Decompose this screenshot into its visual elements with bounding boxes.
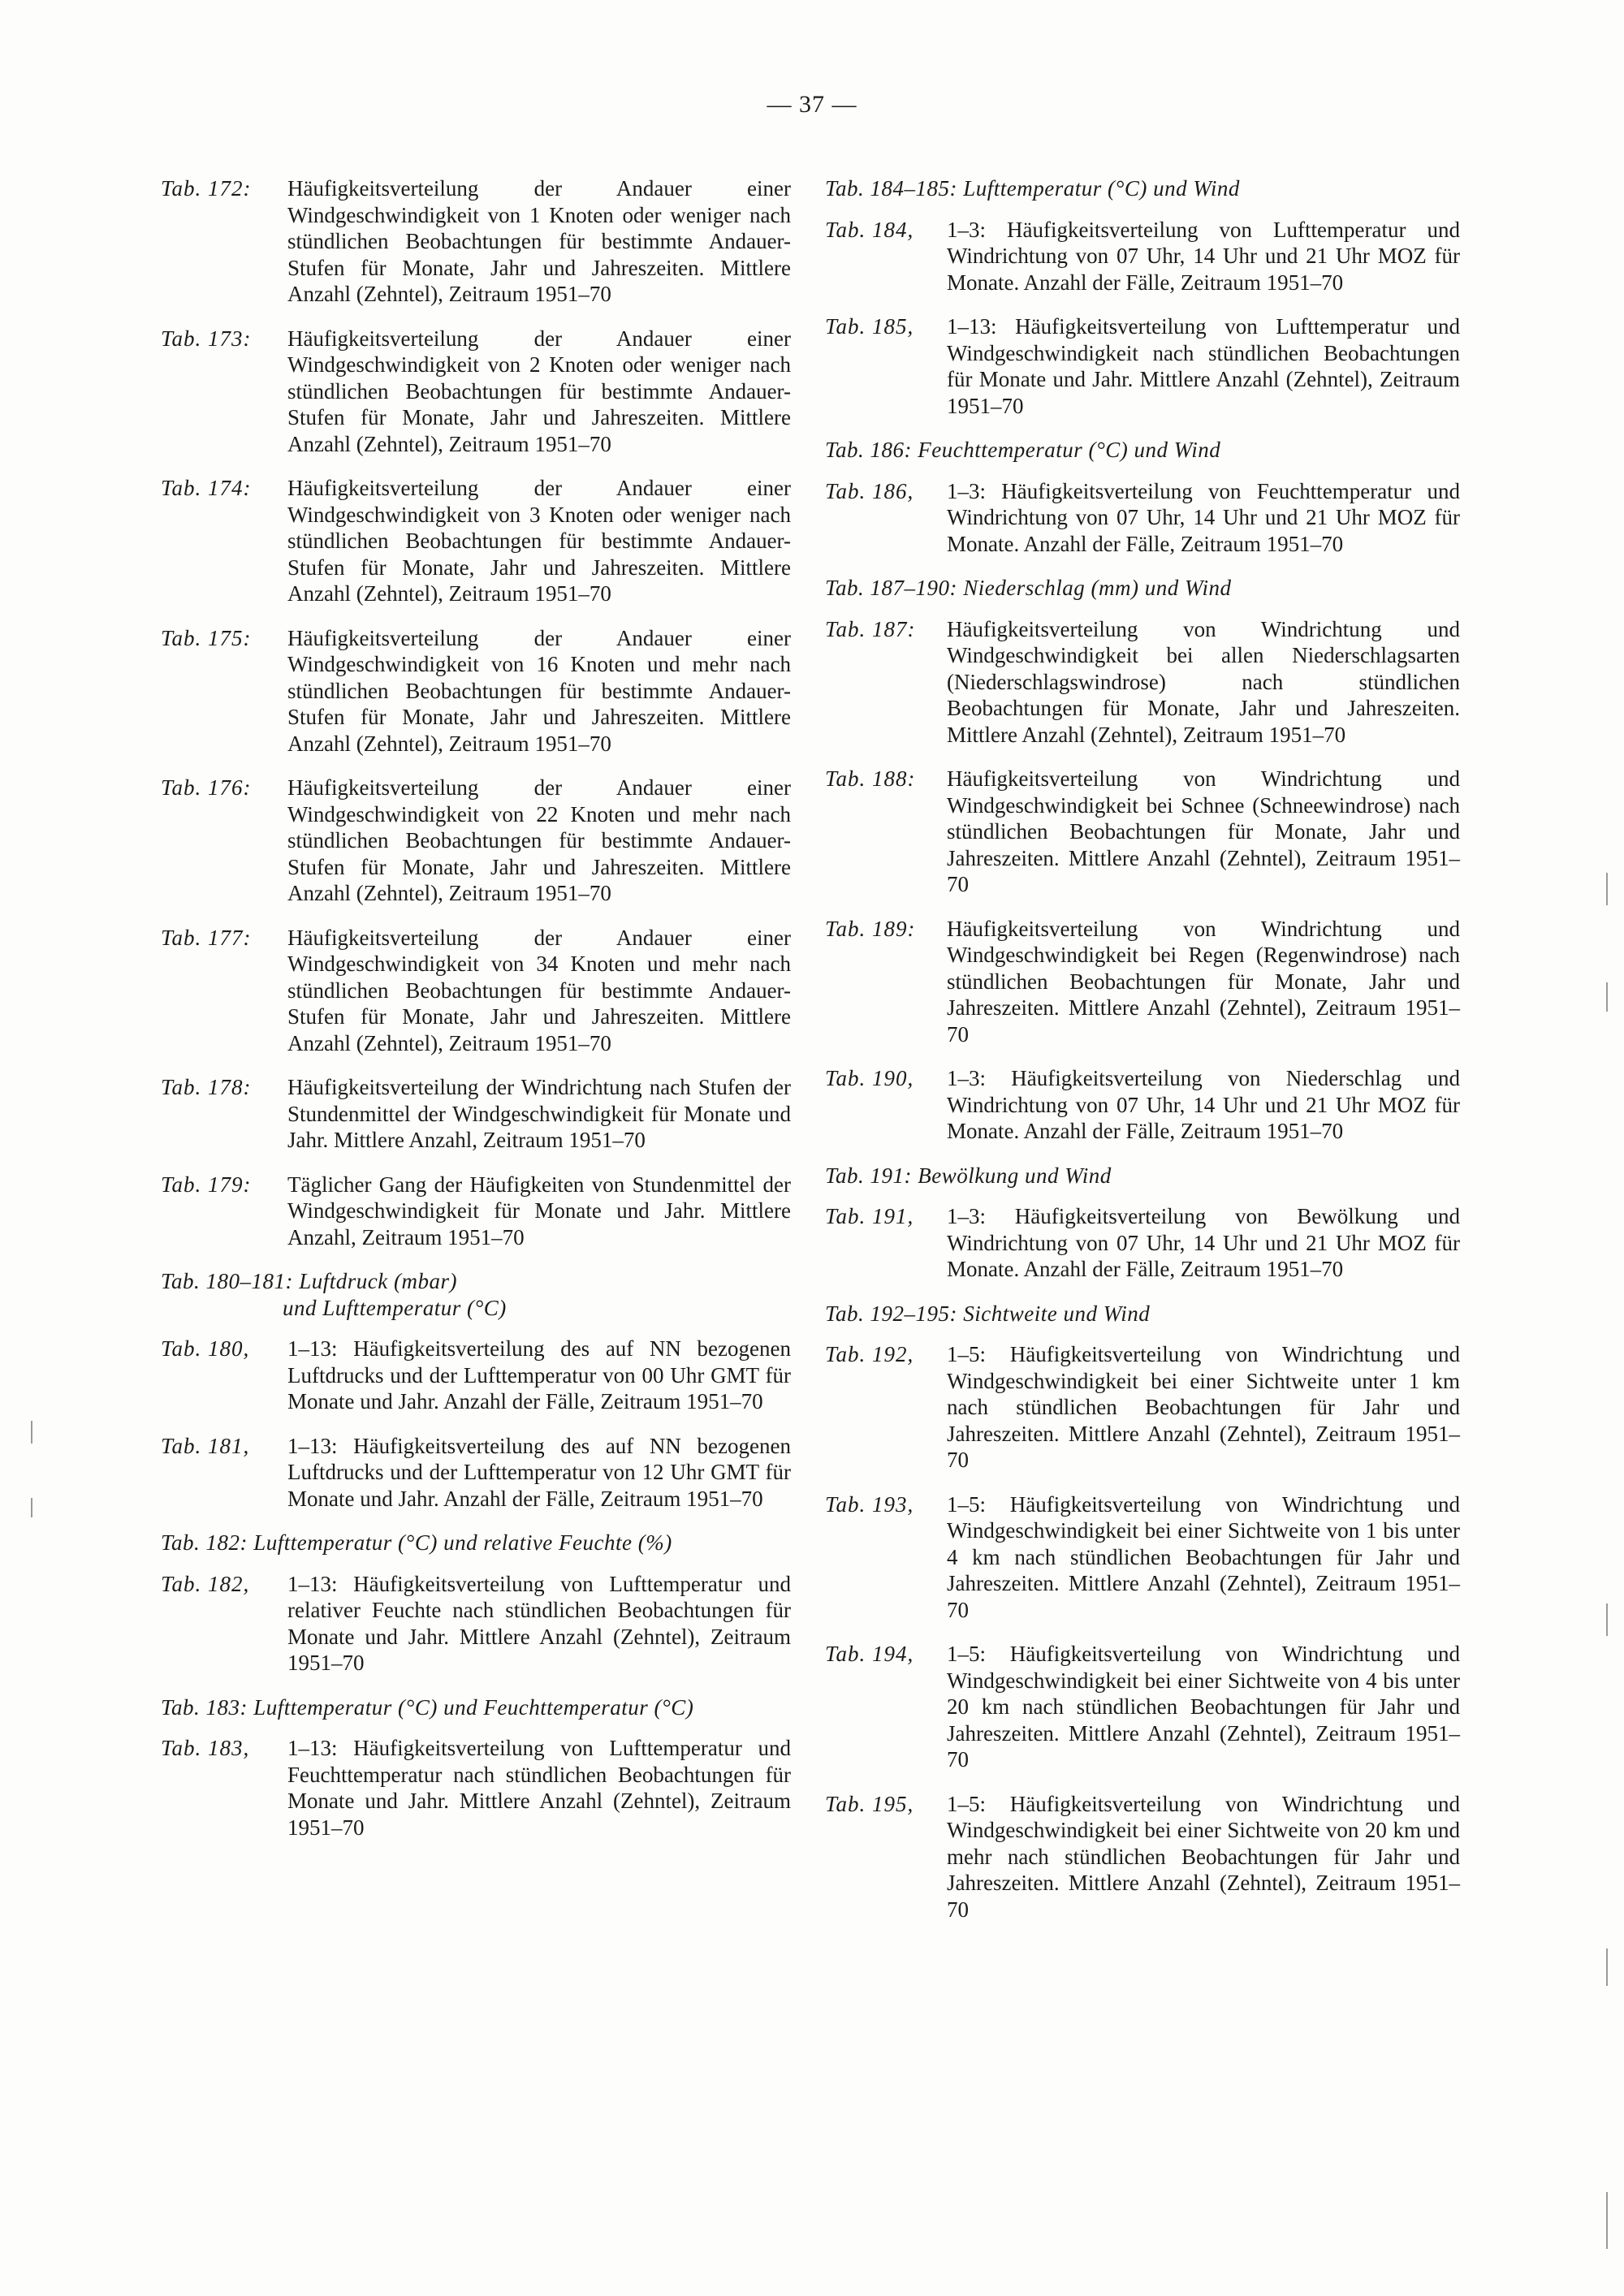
table-entry	[825, 1065, 1460, 1145]
table-entry	[825, 616, 1460, 749]
table-entry	[161, 625, 791, 757]
scan-mark	[1606, 982, 1608, 1012]
table-label: Tab. 174:	[161, 476, 252, 500]
table-entry	[825, 313, 1460, 419]
section-heading: Tab. 182: Lufttemperatur (°C) und relative Feuchte (%)	[161, 1530, 672, 1555]
scan-mark	[31, 1498, 32, 1517]
table-description: Häufigkeitsverteilung der Andauer einer Windgeschwindigkeit von 1 Knoten oder weniger nach stündlichen Beobachtungen für bestimmte Andauer-Stufen für Monate, Jahr und Jahreszeiten. Mittlere Anzahl (Zehntel), Zeitraum 1951–70	[287, 176, 791, 306]
table-description: Häufigkeitsverteilung von Windrichtung und Windgeschwindigkeit bei allen Niederschlagsarten (Niederschlagswindrose) nach stündlichen Beobachtungen für Monate, Jahr und Jahreszeiten. Mittlere Anzahl (Zehntel), Zeitraum 1951–70	[947, 616, 1460, 747]
table-description: Häufigkeitsverteilung der Andauer einer Windgeschwindigkeit von 34 Knoten und mehr nach stündlichen Beobachtungen für bestimmte Andauer-Stufen für Monate, Jahr und Jahreszeiten. Mittlere Anzahl (Zehntel), Zeitraum 1951–70	[287, 925, 791, 1055]
right-column	[825, 175, 1460, 1940]
table-entry	[161, 925, 791, 1057]
scan-mark	[1606, 1949, 1608, 1986]
table-entry	[161, 326, 791, 458]
page-number: — 37 —	[767, 91, 857, 118]
section-heading	[161, 1268, 791, 1321]
table-description: 1–3: Häufigkeitsverteilung von Niederschlag und Windrichtung von 07 Uhr, 14 Uhr und 21 Uhr MOZ für Monate. Anzahl der Fälle, Zeitraum 1951–70	[947, 1066, 1460, 1143]
table-description: 1–13: Häufigkeitsverteilung von Lufttemperatur und Feuchttemperatur nach stündlichen Beobachtungen für Monate und Jahr. Mittlere Anzahl (Zehntel), Zeitraum 1951–70	[287, 1736, 791, 1840]
table-description: 1–13: Häufigkeitsverteilung von Lufttemperatur und Windgeschwindigkeit nach stündlichen Beobachtungen für Monate und Jahr. Mittlere Anzahl (Zehntel), Zeitraum 1951–70	[947, 314, 1460, 418]
table-entry	[161, 1074, 791, 1154]
section-heading: Tab. 184–185: Lufttemperatur (°C) und Wind	[825, 176, 1240, 201]
table-entry	[161, 1172, 791, 1251]
table-description: 1–5: Häufigkeitsverteilung von Windrichtung und Windgeschwindigkeit bei einer Sichtweite unter 1 km nach stündlichen Beobachtungen für Jahr und Jahreszeiten. Mittlere Anzahl (Zehntel), Zeitraum 1951–70	[947, 1342, 1460, 1472]
table-label: Tab. 180,	[161, 1336, 250, 1361]
section-heading: Tab. 191: Bewölkung und Wind	[825, 1163, 1112, 1188]
table-label: Tab. 173:	[161, 326, 252, 351]
table-description: 1–13: Häufigkeitsverteilung des auf NN bezogenen Luftdrucks und der Lufttemperatur von 12 Uhr GMT für Monate und Jahr. Anzahl der Fälle, Zeitraum 1951–70	[287, 1433, 791, 1511]
left-column	[161, 175, 791, 1858]
table-entry	[825, 1491, 1460, 1624]
table-description: Häufigkeitsverteilung der Windrichtung nach Stufen der Stundenmittel der Windgeschwindigkeit für Monate und Jahr. Mittlere Anzahl, Zeitraum 1951–70	[287, 1075, 791, 1152]
table-description: Häufigkeitsverteilung der Andauer einer Windgeschwindigkeit von 22 Knoten und mehr nach stündlichen Beobachtungen für bestimmte Andauer-Stufen für Monate, Jahr und Jahreszeiten. Mittlere Anzahl (Zehntel), Zeitraum 1951–70	[287, 775, 791, 905]
table-label: Tab. 195,	[825, 1791, 914, 1816]
table-label: Tab. 184,	[825, 217, 914, 242]
section-heading: Tab. 183: Lufttemperatur (°C) und Feuchttemperatur (°C)	[161, 1694, 694, 1720]
table-label: Tab. 190,	[825, 1066, 914, 1090]
scan-mark	[1606, 873, 1608, 905]
table-label: Tab. 187:	[825, 616, 916, 641]
table-description: Häufigkeitsverteilung der Andauer einer Windgeschwindigkeit von 16 Knoten und mehr nach stündlichen Beobachtungen für bestimmte Andauer-Stufen für Monate, Jahr und Jahreszeiten. Mittlere Anzahl (Zehntel), Zeitraum 1951–70	[287, 625, 791, 756]
table-entry	[161, 175, 791, 308]
table-description: Häufigkeitsverteilung von Windrichtung und Windgeschwindigkeit bei Schnee (Schneewindrose) nach stündlichen Beobachtungen für Monate, Jahr und Jahreszeiten. Mittlere Anzahl (Zehntel), Zeitraum 1951–70	[947, 766, 1460, 896]
table-description: 1–5: Häufigkeitsverteilung von Windrichtung und Windgeschwindigkeit bei einer Sichtweite von 4 bis unter 20 km nach stündlichen Beobachtungen für Jahr und Jahreszeiten. Mittlere Anzahl (Zehntel), Zeitraum 1951–70	[947, 1642, 1460, 1772]
table-label: Tab. 188:	[825, 766, 916, 791]
table-entry	[825, 1791, 1460, 1923]
table-entry	[825, 217, 1460, 296]
table-label: Tab. 181,	[161, 1433, 250, 1458]
table-entry	[825, 478, 1460, 558]
table-description: Häufigkeitsverteilung der Andauer einer Windgeschwindigkeit von 2 Knoten oder weniger nach stündlichen Beobachtungen für bestimmte Andauer-Stufen für Monate, Jahr und Jahreszeiten. Mittlere Anzahl (Zehntel), Zeitraum 1951–70	[287, 326, 791, 456]
table-description: 1–13: Häufigkeitsverteilung von Lufttemperatur und relativer Feuchte nach stündlichen Beobachtungen für Monate und Jahr. Mittlere Anzahl (Zehntel), Zeitraum 1951–70	[287, 1571, 791, 1675]
table-entry	[825, 1341, 1460, 1474]
table-label: Tab. 182,	[161, 1571, 250, 1596]
table-label: Tab. 178:	[161, 1075, 252, 1099]
scan-mark	[1606, 2192, 1608, 2249]
table-description: 1–3: Häufigkeitsverteilung von Lufttemperatur und Windrichtung von 07 Uhr, 14 Uhr und 21 Uhr MOZ für Monate. Anzahl der Fälle, Zeitraum 1951–70	[947, 217, 1460, 295]
table-description: 1–3: Häufigkeitsverteilung von Feuchttemperatur und Windrichtung von 07 Uhr, 14 Uhr und 21 Uhr MOZ für Monate. Anzahl der Fälle, Zeitraum 1951–70	[947, 478, 1460, 556]
table-label: Tab. 179:	[161, 1172, 252, 1197]
table-label: Tab. 191,	[825, 1204, 914, 1228]
table-label: Tab. 189:	[825, 916, 916, 941]
table-label: Tab. 172:	[161, 176, 252, 201]
table-entry	[161, 1735, 791, 1841]
table-description: Häufigkeitsverteilung der Andauer einer Windgeschwindigkeit von 3 Knoten oder weniger nach stündlichen Beobachtungen für bestimmte Andauer-Stufen für Monate, Jahr und Jahreszeiten. Mittlere Anzahl (Zehntel), Zeitraum 1951–70	[287, 476, 791, 606]
table-description: 1–13: Häufigkeitsverteilung des auf NN bezogenen Luftdrucks und der Lufttemperatur von 00 Uhr GMT für Monate und Jahr. Anzahl der Fälle, Zeitraum 1951–70	[287, 1336, 791, 1413]
section-heading-line1: Tab. 180–181: Luftdruck (mbar)	[161, 1269, 458, 1293]
table-entry	[825, 1203, 1460, 1283]
table-label: Tab. 185,	[825, 314, 914, 339]
section-heading-line2: und Lufttemperatur (°C)	[283, 1295, 507, 1320]
table-label: Tab. 186,	[825, 478, 914, 503]
table-entry	[825, 916, 1460, 1048]
table-description: 1–3: Häufigkeitsverteilung von Bewölkung und Windrichtung von 07 Uhr, 14 Uhr und 21 Uhr MOZ für Monate. Anzahl der Fälle, Zeitraum 1951–70	[947, 1204, 1460, 1281]
table-description: 1–5: Häufigkeitsverteilung von Windrichtung und Windgeschwindigkeit bei einer Sichtweite von 20 km und mehr nach stündlichen Beobachtungen für Jahr und Jahreszeiten. Mittlere Anzahl (Zehntel), Zeitraum 1951–70	[947, 1791, 1460, 1922]
table-label: Tab. 176:	[161, 775, 252, 800]
table-entry	[825, 1641, 1460, 1773]
table-entry	[825, 766, 1460, 898]
table-entry	[161, 1336, 791, 1415]
table-entry	[161, 1433, 791, 1513]
table-label: Tab. 177:	[161, 925, 252, 950]
table-entry	[161, 475, 791, 607]
table-label: Tab. 193,	[825, 1491, 914, 1517]
section-heading: Tab. 186: Feuchttemperatur (°C) und Wind	[825, 438, 1221, 462]
section-heading: Tab. 192–195: Sichtweite und Wind	[825, 1301, 1151, 1326]
section-heading: Tab. 187–190: Niederschlag (mm) und Wind	[825, 576, 1232, 600]
table-entry	[161, 1571, 791, 1677]
table-label: Tab. 175:	[161, 625, 252, 650]
scan-mark	[1606, 1603, 1608, 1636]
table-description: 1–5: Häufigkeitsverteilung von Windrichtung und Windgeschwindigkeit bei einer Sichtweite von 1 bis unter 4 km nach stündlichen Beobachtungen für Jahr und Jahreszeiten. Mittlere Anzahl (Zehntel), Zeitraum 1951–70	[947, 1491, 1460, 1622]
table-description: Täglicher Gang der Häufigkeiten von Stundenmittel der Windgeschwindigkeit für Monate und Jahr. Mittlere Anzahl, Zeitraum 1951–70	[287, 1172, 791, 1249]
table-description: Häufigkeitsverteilung von Windrichtung und Windgeschwindigkeit bei Regen (Regenwindrose) nach stündlichen Beobachtungen für Monate, Jahr und Jahreszeiten. Mittlere Anzahl (Zehntel), Zeitraum 1951–70	[947, 916, 1460, 1047]
table-entry	[161, 775, 791, 907]
table-label: Tab. 183,	[161, 1736, 250, 1760]
table-label: Tab. 194,	[825, 1642, 914, 1666]
table-label: Tab. 192,	[825, 1342, 914, 1366]
scan-mark	[31, 1421, 32, 1444]
